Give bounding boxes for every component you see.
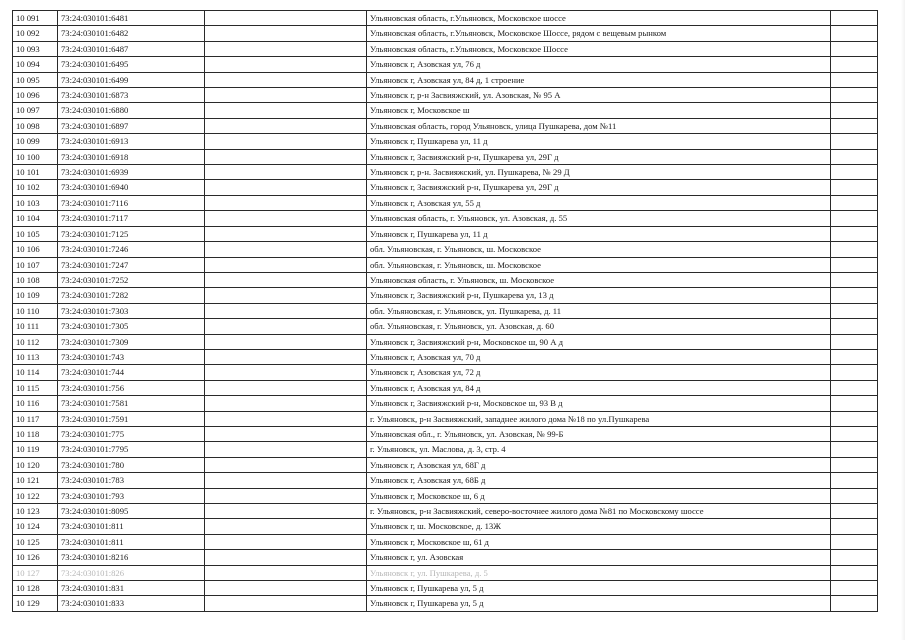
cadastral-number-cell: 73:24:030101:7305 — [58, 319, 205, 334]
cadastral-number-cell: 73:24:030101:783 — [58, 473, 205, 488]
table-row — [13, 180, 878, 195]
row-number-cell: 10 126 — [13, 550, 58, 565]
row-number-cell: 10 127 — [13, 565, 58, 580]
empty-cell — [205, 411, 367, 426]
row-number-cell: 10 125 — [13, 534, 58, 549]
table-row — [13, 596, 878, 611]
row-number-cell: 10 091 — [13, 11, 58, 26]
cadastral-number-cell: 73:24:030101:6482 — [58, 26, 205, 41]
empty-cell — [831, 457, 878, 472]
table-row — [13, 457, 878, 472]
empty-cell — [831, 581, 878, 596]
address-cell: г. Ульяновск, р-н Засвияжский, северо-восточнее жилого дома №81 по Московскому шоссе — [367, 504, 831, 519]
address-cell: обл. Ульяновская, г. Ульяновск, ш. Московское — [367, 257, 831, 272]
address-cell: Ульяновская область, г.Ульяновск, Московское шоссе — [367, 11, 831, 26]
empty-cell — [205, 473, 367, 488]
row-number-cell: 10 110 — [13, 303, 58, 318]
row-number-cell: 10 113 — [13, 349, 58, 364]
empty-cell — [831, 211, 878, 226]
address-cell: Ульяновская область, г.Ульяновск, Московское Шоссе — [367, 41, 831, 56]
empty-cell — [831, 380, 878, 395]
empty-cell — [205, 457, 367, 472]
empty-cell — [205, 442, 367, 457]
address-cell: Ульяновск г, Пушкарева ул, 11 д — [367, 134, 831, 149]
address-cell: Ульяновск г, ш. Московское, д. 13Ж — [367, 519, 831, 534]
empty-cell — [831, 11, 878, 26]
address-cell: Ульяновская область, город Ульяновск, улица Пушкарева, дом №11 — [367, 118, 831, 133]
table-row — [13, 519, 878, 534]
table-row — [13, 41, 878, 56]
row-number-cell: 10 104 — [13, 211, 58, 226]
empty-cell — [831, 303, 878, 318]
cadastral-number-cell: 73:24:030101:756 — [58, 380, 205, 395]
table-row — [13, 165, 878, 180]
empty-cell — [831, 488, 878, 503]
address-cell: г. Ульяновск, р-н Засвияжский, западнее жилого дома №18 по ул.Пушкарева — [367, 411, 831, 426]
table-row — [13, 149, 878, 164]
row-number-cell: 10 101 — [13, 165, 58, 180]
empty-cell — [831, 103, 878, 118]
table-row — [13, 426, 878, 441]
empty-cell — [205, 519, 367, 534]
cadastral-number-cell: 73:24:030101:6495 — [58, 57, 205, 72]
table-row — [13, 303, 878, 318]
empty-cell — [831, 180, 878, 195]
address-cell: Ульяновск г, Засвияжский р-н, Пушкарева ул, 29Г д — [367, 180, 831, 195]
cadastral-number-cell: 73:24:030101:793 — [58, 488, 205, 503]
address-cell: Ульяновск г, Засвияжский р-н, Пушкарева ул, 13 д — [367, 288, 831, 303]
row-number-cell: 10 102 — [13, 180, 58, 195]
table-row — [13, 581, 878, 596]
row-number-cell: 10 092 — [13, 26, 58, 41]
empty-cell — [831, 88, 878, 103]
table-row — [13, 319, 878, 334]
empty-cell — [831, 334, 878, 349]
cadastral-number-cell: 73:24:030101:6873 — [58, 88, 205, 103]
row-number-cell: 10 116 — [13, 396, 58, 411]
row-number-cell: 10 106 — [13, 242, 58, 257]
row-number-cell: 10 118 — [13, 426, 58, 441]
empty-cell — [205, 41, 367, 56]
empty-cell — [831, 411, 878, 426]
row-number-cell: 10 120 — [13, 457, 58, 472]
empty-cell — [205, 504, 367, 519]
row-number-cell: 10 094 — [13, 57, 58, 72]
empty-cell — [831, 596, 878, 611]
address-cell: Ульяновск г, р-н Засвияжский, ул. Азовская, № 95 А — [367, 88, 831, 103]
cadastral-number-cell: 73:24:030101:7795 — [58, 442, 205, 457]
address-cell: обл. Ульяновская, г. Ульяновск, ш. Московское — [367, 242, 831, 257]
registry-table-body — [13, 11, 878, 612]
empty-cell — [205, 211, 367, 226]
cadastral-number-cell: 73:24:030101:780 — [58, 457, 205, 472]
address-cell: Ульяновск г, Азовская ул, 70 д — [367, 349, 831, 364]
table-row — [13, 211, 878, 226]
table-row — [13, 380, 878, 395]
cadastral-number-cell: 73:24:030101:7591 — [58, 411, 205, 426]
empty-cell — [205, 88, 367, 103]
cadastral-number-cell: 73:24:030101:826 — [58, 565, 205, 580]
row-number-cell: 10 105 — [13, 226, 58, 241]
table-row — [13, 565, 878, 580]
empty-cell — [831, 257, 878, 272]
address-cell: Ульяновск г, Засвияжский р-н, Московское ш, 93 В д — [367, 396, 831, 411]
row-number-cell: 10 115 — [13, 380, 58, 395]
empty-cell — [205, 550, 367, 565]
row-number-cell: 10 095 — [13, 72, 58, 87]
cadastral-number-cell: 73:24:030101:7581 — [58, 396, 205, 411]
table-row — [13, 88, 878, 103]
row-number-cell: 10 112 — [13, 334, 58, 349]
cadastral-number-cell: 73:24:030101:8216 — [58, 550, 205, 565]
table-row — [13, 103, 878, 118]
empty-cell — [205, 396, 367, 411]
empty-cell — [205, 165, 367, 180]
table-row — [13, 195, 878, 210]
empty-cell — [205, 349, 367, 364]
table-row — [13, 473, 878, 488]
empty-cell — [205, 334, 367, 349]
empty-cell — [205, 565, 367, 580]
empty-cell — [205, 380, 367, 395]
table-row — [13, 134, 878, 149]
empty-cell — [205, 581, 367, 596]
address-cell: Ульяновск г, ул. Азовская — [367, 550, 831, 565]
row-number-cell: 10 097 — [13, 103, 58, 118]
empty-cell — [205, 257, 367, 272]
row-number-cell: 10 098 — [13, 118, 58, 133]
row-number-cell: 10 111 — [13, 319, 58, 334]
row-number-cell: 10 123 — [13, 504, 58, 519]
table-row — [13, 411, 878, 426]
address-cell: Ульяновск г, Пушкарева ул, 5 д — [367, 581, 831, 596]
empty-cell — [831, 550, 878, 565]
empty-cell — [831, 26, 878, 41]
empty-cell — [205, 149, 367, 164]
cadastral-number-cell: 73:24:030101:7303 — [58, 303, 205, 318]
cadastral-number-cell: 73:24:030101:775 — [58, 426, 205, 441]
table-row — [13, 442, 878, 457]
cadastral-number-cell: 73:24:030101:8095 — [58, 504, 205, 519]
cadastral-number-cell: 73:24:030101:7252 — [58, 272, 205, 287]
table-row — [13, 365, 878, 380]
cadastral-number-cell: 73:24:030101:6487 — [58, 41, 205, 56]
empty-cell — [205, 319, 367, 334]
address-cell: Ульяновск г, Засвияжский р-н, Пушкарева ул, 29Г д — [367, 149, 831, 164]
cadastral-number-cell: 73:24:030101:6939 — [58, 165, 205, 180]
table-row — [13, 504, 878, 519]
empty-cell — [205, 11, 367, 26]
empty-cell — [831, 149, 878, 164]
empty-cell — [831, 226, 878, 241]
empty-cell — [831, 288, 878, 303]
cadastral-number-cell: 73:24:030101:811 — [58, 534, 205, 549]
row-number-cell: 10 129 — [13, 596, 58, 611]
cadastral-number-cell: 73:24:030101:7282 — [58, 288, 205, 303]
row-number-cell: 10 109 — [13, 288, 58, 303]
cadastral-number-cell: 73:24:030101:6481 — [58, 11, 205, 26]
empty-cell — [831, 565, 878, 580]
address-cell: Ульяновская область, г.Ульяновск, Московское Шоссе, рядом с вещевым рынком — [367, 26, 831, 41]
address-cell: Ульяновск г, Московское ш, 6 д — [367, 488, 831, 503]
cadastral-number-cell: 73:24:030101:6499 — [58, 72, 205, 87]
address-cell: Ульяновск г, Азовская ул, 55 д — [367, 195, 831, 210]
cadastral-number-cell: 73:24:030101:6897 — [58, 118, 205, 133]
cadastral-registry-table — [12, 10, 878, 612]
empty-cell — [831, 534, 878, 549]
row-number-cell: 10 100 — [13, 149, 58, 164]
empty-cell — [205, 488, 367, 503]
row-number-cell: 10 103 — [13, 195, 58, 210]
empty-cell — [205, 57, 367, 72]
empty-cell — [831, 473, 878, 488]
empty-cell — [831, 195, 878, 210]
cadastral-number-cell: 73:24:030101:7116 — [58, 195, 205, 210]
empty-cell — [205, 303, 367, 318]
empty-cell — [205, 426, 367, 441]
address-cell: Ульяновск г, Азовская ул, 84 д, 1 строение — [367, 72, 831, 87]
table-row — [13, 550, 878, 565]
table-row — [13, 26, 878, 41]
address-cell: Ульяновск г, р-н. Засвияжский, ул. Пушкарева, № 29 Д — [367, 165, 831, 180]
address-cell: Ульяновск г, Засвияжский р-н, Московское ш, 90 А д — [367, 334, 831, 349]
empty-cell — [831, 426, 878, 441]
cadastral-number-cell: 73:24:030101:6940 — [58, 180, 205, 195]
empty-cell — [205, 103, 367, 118]
cadastral-number-cell: 73:24:030101:7309 — [58, 334, 205, 349]
address-cell: Ульяновск г, Московское ш, 61 д — [367, 534, 831, 549]
empty-cell — [205, 534, 367, 549]
empty-cell — [205, 134, 367, 149]
row-number-cell: 10 122 — [13, 488, 58, 503]
scan-edge-shadow — [901, 0, 905, 640]
table-row — [13, 534, 878, 549]
empty-cell — [831, 134, 878, 149]
address-cell: Ульяновская область, г. Ульяновск, ш. Московское — [367, 272, 831, 287]
table-row — [13, 11, 878, 26]
table-row — [13, 349, 878, 364]
row-number-cell: 10 128 — [13, 581, 58, 596]
cadastral-number-cell: 73:24:030101:7247 — [58, 257, 205, 272]
table-row — [13, 72, 878, 87]
empty-cell — [205, 272, 367, 287]
table-row — [13, 272, 878, 287]
empty-cell — [831, 504, 878, 519]
address-cell: Ульяновск г, Азовская ул, 68Г д — [367, 457, 831, 472]
empty-cell — [831, 272, 878, 287]
cadastral-number-cell: 73:24:030101:831 — [58, 581, 205, 596]
address-cell: Ульяновск г, Азовская ул, 76 д — [367, 57, 831, 72]
empty-cell — [205, 195, 367, 210]
address-cell: Ульяновск г, Московское ш — [367, 103, 831, 118]
table-row — [13, 334, 878, 349]
cadastral-number-cell: 73:24:030101:743 — [58, 349, 205, 364]
cadastral-number-cell: 73:24:030101:6880 — [58, 103, 205, 118]
table-row — [13, 288, 878, 303]
empty-cell — [831, 349, 878, 364]
empty-cell — [205, 72, 367, 87]
empty-cell — [831, 57, 878, 72]
address-cell: Ульяновск г, Азовская ул, 68Б д — [367, 473, 831, 488]
row-number-cell: 10 099 — [13, 134, 58, 149]
row-number-cell: 10 096 — [13, 88, 58, 103]
table-row — [13, 118, 878, 133]
empty-cell — [831, 118, 878, 133]
row-number-cell: 10 107 — [13, 257, 58, 272]
address-cell: г. Ульяновск, ул. Маслова, д. 3, стр. 4 — [367, 442, 831, 457]
row-number-cell: 10 117 — [13, 411, 58, 426]
empty-cell — [831, 396, 878, 411]
row-number-cell: 10 093 — [13, 41, 58, 56]
address-cell: Ульяновск г, Пушкарева ул, 5 д — [367, 596, 831, 611]
empty-cell — [205, 242, 367, 257]
cadastral-number-cell: 73:24:030101:833 — [58, 596, 205, 611]
empty-cell — [831, 319, 878, 334]
address-cell: обл. Ульяновская, г. Ульяновск, ул. Азовская, д. 60 — [367, 319, 831, 334]
cadastral-number-cell: 73:24:030101:6913 — [58, 134, 205, 149]
table-row — [13, 57, 878, 72]
address-cell: обл. Ульяновская, г. Ульяновск, ул. Пушкарева, д. 11 — [367, 303, 831, 318]
table-row — [13, 396, 878, 411]
empty-cell — [205, 288, 367, 303]
row-number-cell: 10 124 — [13, 519, 58, 534]
address-cell: Ульяновск г, ул. Пушкарева, д. 5 — [367, 565, 831, 580]
address-cell: Ульяновская область, г. Ульяновск, ул. Азовская, д. 55 — [367, 211, 831, 226]
empty-cell — [831, 165, 878, 180]
table-row — [13, 257, 878, 272]
empty-cell — [205, 26, 367, 41]
address-cell: Ульяновск г, Азовская ул, 72 д — [367, 365, 831, 380]
table-row — [13, 242, 878, 257]
row-number-cell: 10 121 — [13, 473, 58, 488]
empty-cell — [205, 180, 367, 195]
empty-cell — [205, 596, 367, 611]
row-number-cell: 10 119 — [13, 442, 58, 457]
empty-cell — [831, 519, 878, 534]
row-number-cell: 10 114 — [13, 365, 58, 380]
cadastral-number-cell: 73:24:030101:6918 — [58, 149, 205, 164]
empty-cell — [205, 365, 367, 380]
table-row — [13, 226, 878, 241]
empty-cell — [831, 442, 878, 457]
cadastral-number-cell: 73:24:030101:7117 — [58, 211, 205, 226]
empty-cell — [831, 242, 878, 257]
cadastral-number-cell: 73:24:030101:811 — [58, 519, 205, 534]
table-row — [13, 488, 878, 503]
empty-cell — [831, 41, 878, 56]
row-number-cell: 10 108 — [13, 272, 58, 287]
cadastral-number-cell: 73:24:030101:744 — [58, 365, 205, 380]
address-cell: Ульяновск г, Пушкарева ул, 11 д — [367, 226, 831, 241]
cadastral-number-cell: 73:24:030101:7125 — [58, 226, 205, 241]
cadastral-number-cell: 73:24:030101:7246 — [58, 242, 205, 257]
address-cell: Ульяновск г, Азовская ул, 84 д — [367, 380, 831, 395]
empty-cell — [831, 72, 878, 87]
address-cell: Ульяновская обл., г. Ульяновск, ул. Азовская, № 99-Б — [367, 426, 831, 441]
empty-cell — [205, 118, 367, 133]
empty-cell — [205, 226, 367, 241]
empty-cell — [831, 365, 878, 380]
